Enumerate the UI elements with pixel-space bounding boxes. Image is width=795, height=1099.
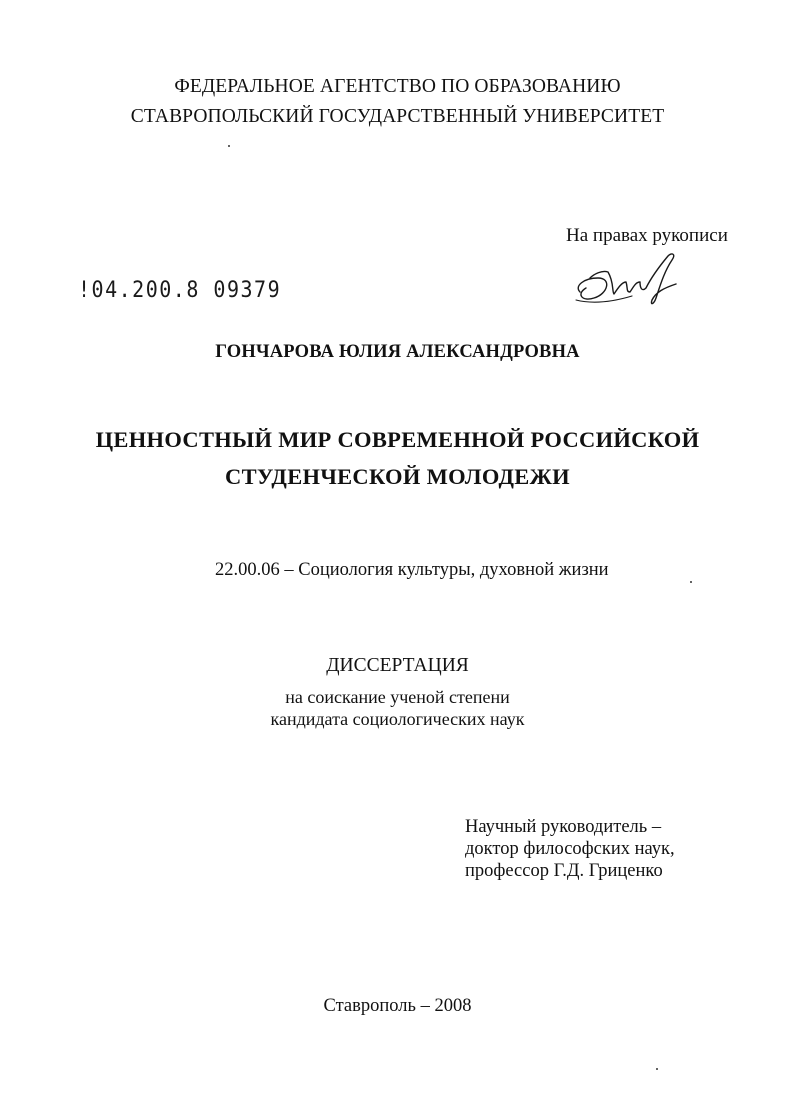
rights-note: На правах рукописи <box>566 225 728 246</box>
specialty-code: 22.00.06 – Социология культуры, духовной жизни <box>215 560 609 580</box>
author-name: ГОНЧАРОВА ЮЛИЯ АЛЕКСАНДРОВНА <box>215 342 580 362</box>
supervisor-line-2: доктор философских наук, <box>465 839 675 859</box>
city-year: Ставрополь – 2008 <box>323 996 472 1016</box>
document-type: ДИССЕРТАЦИЯ <box>326 655 469 676</box>
signature-handwritten <box>572 248 680 310</box>
thesis-title-line-1: ЦЕННОСТНЫЙ МИР СОВРЕМЕННОЙ РОССИЙСКОЙ <box>95 427 700 452</box>
degree-line-2: кандидата социологических наук <box>270 709 525 729</box>
thesis-title-line-2: СТУДЕНЧЕСКОЙ МОЛОДЕЖИ <box>225 464 570 489</box>
supervisor-line-3: профессор Г.Д. Гриценко <box>465 861 663 881</box>
agency-name: ФЕДЕРАЛЬНОЕ АГЕНТСТВО ПО ОБРАЗОВАНИЮ <box>174 76 621 97</box>
degree-line-1: на соискание ученой степени <box>285 687 510 707</box>
library-stamp: !04.200.8 09379 <box>78 276 282 303</box>
university-name: СТАВРОПОЛЬСКИЙ ГОСУДАРСТВЕННЫЙ УНИВЕРСИТЕТ <box>130 106 665 127</box>
scan-speck <box>228 145 230 147</box>
scan-speck <box>656 1068 658 1070</box>
scan-speck <box>690 581 692 583</box>
supervisor-line-1: Научный руководитель – <box>465 817 662 837</box>
